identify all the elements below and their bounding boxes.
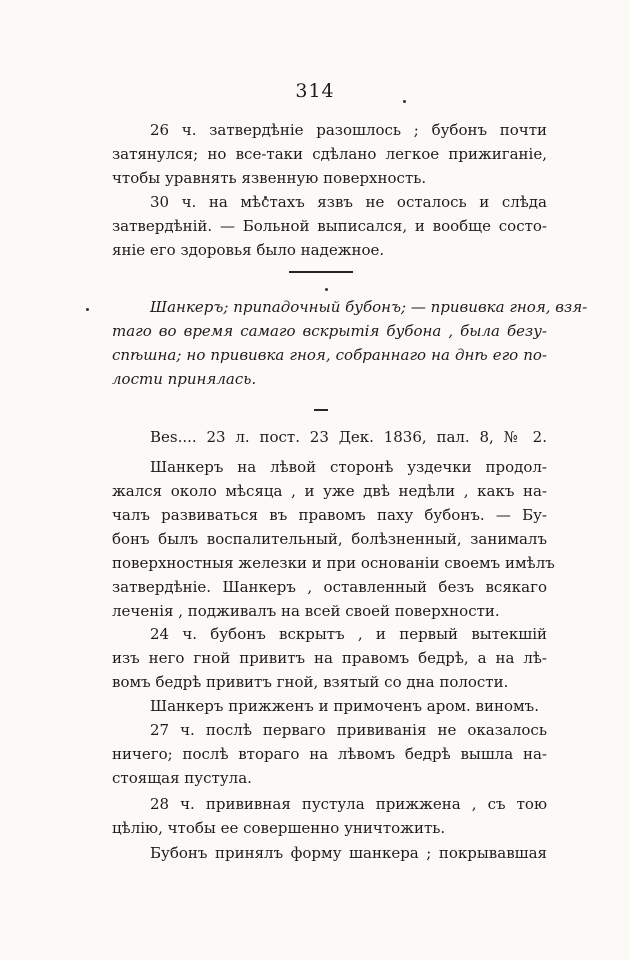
paragraph-day-24 (112, 622, 547, 694)
ink-speck (403, 100, 406, 103)
text-line: жался около мѣсяца , и уже двѣ недѣли , какъ на- (112, 482, 547, 500)
text-line: Шанкеръ прижженъ и примоченъ аром. виномъ. (150, 697, 539, 715)
paragraph-bubo-form (112, 841, 547, 865)
text-line: таго во время самаго вскрытія бубона , была безу- (112, 322, 547, 340)
text-line: вомъ бедрѣ привитъ гной, взятый со дна полости. (112, 673, 509, 691)
text-line: чалъ развиваться въ правомъ паху бубонъ. — Бу- (112, 506, 547, 524)
text-line: бонъ былъ воспалительный, болѣзненный, занималъ (112, 530, 547, 548)
text-line: Шанкеръ; припадочный бубонъ; — прививка гноя, взя- (150, 298, 588, 316)
ink-speck (86, 308, 89, 311)
text-line: 27 ч. послѣ перваго прививанія не оказалось (150, 721, 547, 739)
paragraph-cauterized (112, 694, 547, 718)
case-identifier (112, 425, 547, 449)
text-line: яніе его здоровья было надежное. (112, 241, 385, 259)
text-line: поверхностныя железки и при основаніи своемъ имѣлъ (112, 554, 555, 572)
text-line: изъ него гной привитъ на правомъ бедрѣ, а на лѣ- (112, 649, 547, 667)
text-line: ничего; послѣ втораго на лѣвомъ бедрѣ вышла на- (112, 745, 547, 763)
text-line: 28 ч. прививная пустула прижжена , съ тою (150, 795, 547, 813)
text-line: лости принялась. (112, 370, 257, 388)
paragraph-history (112, 455, 555, 623)
heading-divider (314, 409, 328, 411)
text-line: затвердѣній. — Больной выписался, и вообще состо- (112, 217, 547, 235)
text-line: леченія , подживалъ на всей своей поверхности. (112, 602, 500, 620)
section-divider (289, 271, 353, 273)
text-line: цѣлію, чтобы ее совершенно уничтожить. (112, 819, 446, 837)
paragraph-day-30 (112, 190, 547, 262)
text-line: затянулся; но все-таки сдѣлано легкое прижиганіе, (112, 145, 547, 163)
paragraph-day-26 (112, 118, 547, 190)
text-line: Шанкеръ на лѣвой сторонѣ уздечки продол- (150, 458, 547, 476)
paragraph-day-27 (112, 718, 547, 790)
text-line: Bes.... 23 л. пост. 23 Дек. 1836, пал. 8, № 2. (150, 428, 547, 446)
text-line: спѣшна; но прививка гноя, собраннаго на днѣ его по- (112, 346, 547, 364)
page-number: 314 (295, 80, 335, 102)
text-line: стоящая пустула. (112, 769, 252, 787)
text-line: 24 ч. бубонъ вскрытъ , и первый вытекшій (150, 625, 547, 643)
text-line: 30 ч. на мѣстахъ язвъ не осталось и слѣда (150, 193, 547, 211)
paragraph-day-28 (112, 792, 547, 840)
text-line: затвердѣніе. Шанкеръ , оставленный безъ всякаго (112, 578, 547, 596)
text-line: чтобы уравнять язвенную поверхность. (112, 169, 427, 187)
text-line: 26 ч. затвердѣніе разошлось ; бубонъ почти (150, 121, 547, 139)
ink-speck (325, 288, 328, 291)
text-line: Бубонъ принялъ форму шанкера ; покрывавшая (150, 844, 547, 862)
case-heading (112, 295, 588, 391)
